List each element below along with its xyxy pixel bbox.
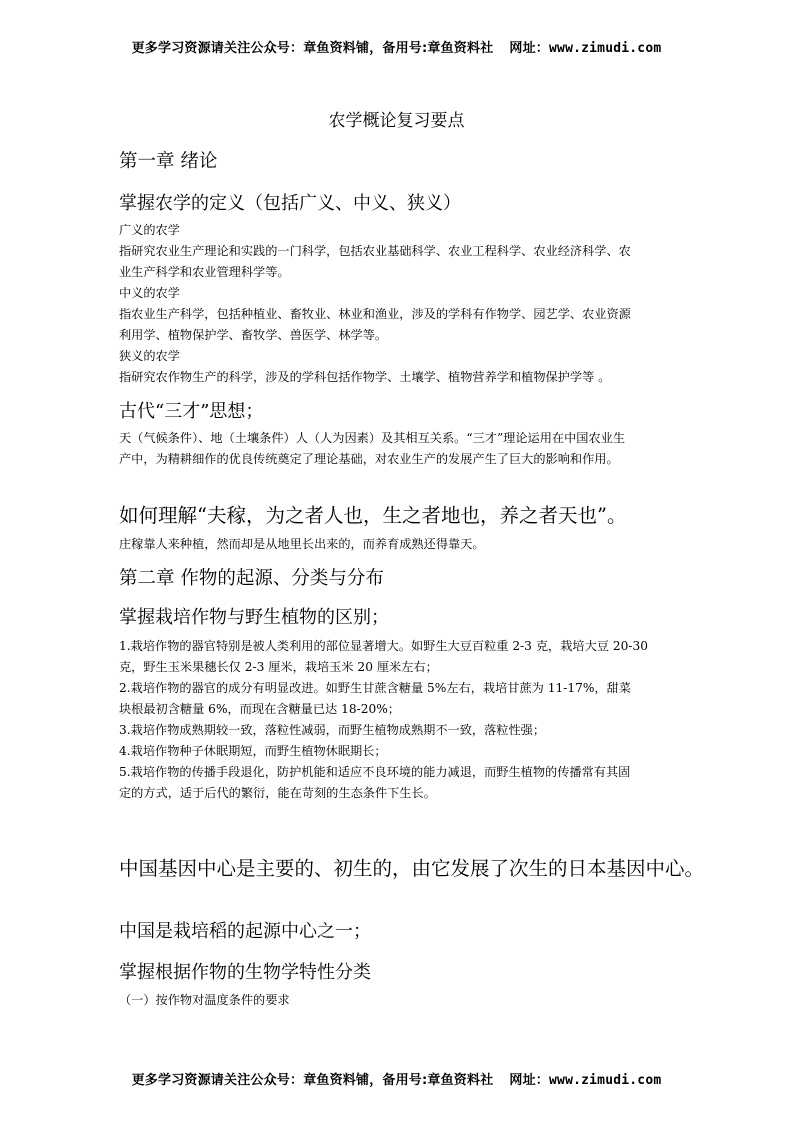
difference-line: 5.栽培作物的传播手段退化，防护机能和适应不良环境的能力减退，而野生植物的传播常有其固	[119, 765, 631, 779]
broad-label: 广义的农学	[119, 223, 180, 237]
header-promo: 更多学习资源请关注公众号：章鱼资料铺，备用号:章鱼资料社	[131, 41, 494, 56]
broad-text-line: 指研究农业生产理论和实践的一门科学，包括农业基础科学、农业工程科学、农业经济科学、农	[119, 244, 631, 258]
difference-line: 4.栽培作物种子休眠期短，而野生植物休眠期长；	[119, 744, 387, 758]
difference-line: 3.栽培作物成熟期较一致，落粒性减弱，而野生植物成熟期不一致，落粒性强；	[119, 723, 546, 737]
footer-site-label: 网址：	[509, 1073, 550, 1088]
narrow-text-line: 指研究农作物生产的科学，涉及的学科包括作物学、土壤学、植物营养学和植物保护学等 。	[119, 370, 611, 384]
section-classification-heading: 掌握根据作物的生物学特性分类	[119, 962, 371, 983]
difference-paragraph	[119, 636, 679, 804]
section-quote-heading: 如何理解“夫稼，为之者人也，生之者地也，养之者天也”。	[119, 504, 627, 527]
mid-label: 中义的农学	[119, 286, 180, 300]
footer-site-url[interactable]: www.zimudi.com	[549, 1073, 662, 1088]
footer-promo: 更多学习资源请关注公众号：章鱼资料铺，备用号:章鱼资料社	[131, 1073, 494, 1088]
difference-line: 块根最初含糖量 6%，而现在含糖量已达 18-20%；	[119, 702, 400, 716]
chapter-1-heading: 第一章 绪论	[119, 151, 218, 172]
section-rice-origin-heading: 中国是栽培稻的起源中心之一；	[119, 921, 371, 942]
document-title: 农学概论复习要点	[328, 111, 465, 131]
difference-line: 克，野生玉米果穗长仅 2-3 厘米，栽培玉米 20 厘米左右；	[119, 660, 438, 674]
sancai-paragraph	[119, 428, 679, 470]
definition-paragraph	[119, 220, 679, 388]
header-site-label: 网址：	[509, 41, 550, 56]
difference-line: 2.栽培作物的器官的成分有明显改进。如野生甘蔗含糖量 5%左右，栽培甘蔗为 11-17%，甜菜	[119, 681, 631, 695]
header-site-url[interactable]: www.zimudi.com	[549, 41, 662, 56]
mid-text-line: 指农业生产科学，包括种植业、畜牧业、林业和渔业，涉及的学科有作物学、园艺学、农业资源	[119, 307, 631, 321]
header-banner	[0, 37, 793, 56]
section-gene-center-heading: 中国基因中心是主要的、初生的，由它发展了次生的日本基因中心。	[119, 857, 705, 880]
sancai-text-line: 天（气候条件）、地（土壤条件）人（人为因素）及其相互关系。“三才”理论运用在中国农业生	[119, 431, 626, 445]
difference-line: 定的方式，适于后代的繁衍，能在苛刻的生态条件下生长。	[119, 786, 436, 800]
classification-subheading: （一）按作物对温度条件的要求	[119, 993, 290, 1007]
section-difference-heading: 掌握栽培作物与野生植物的区别；	[119, 607, 389, 628]
footer-banner	[0, 1069, 793, 1088]
section-definition-heading: 掌握农学的定义（包括广义、中义、狭义）	[119, 193, 461, 214]
section-sancai-heading: 古代“三才”思想；	[119, 401, 264, 422]
chapter-2-heading: 第二章 作物的起源、分类与分布	[119, 568, 384, 589]
mid-text-line: 利用学、植物保护学、畜牧学、兽医学、林学等。	[119, 328, 388, 342]
broad-text-line: 业生产科学和农业管理科学等。	[119, 265, 290, 279]
narrow-label: 狭义的农学	[119, 349, 180, 363]
sancai-text-line: 产中，为精耕细作的优良传统奠定了理论基础，对农业生产的发展产生了巨大的影响和作用。	[119, 452, 619, 466]
quote-text-line: 庄稼靠人来种植，然而却是从地里长出来的，而养育成熟还得靠天。	[119, 537, 485, 551]
difference-line: 1.栽培作物的器官特别是被人类利用的部位显著增大。如野生大豆百粒重 2-3 克，栽培大豆 20-30	[119, 639, 648, 653]
quote-paragraph	[119, 534, 679, 555]
